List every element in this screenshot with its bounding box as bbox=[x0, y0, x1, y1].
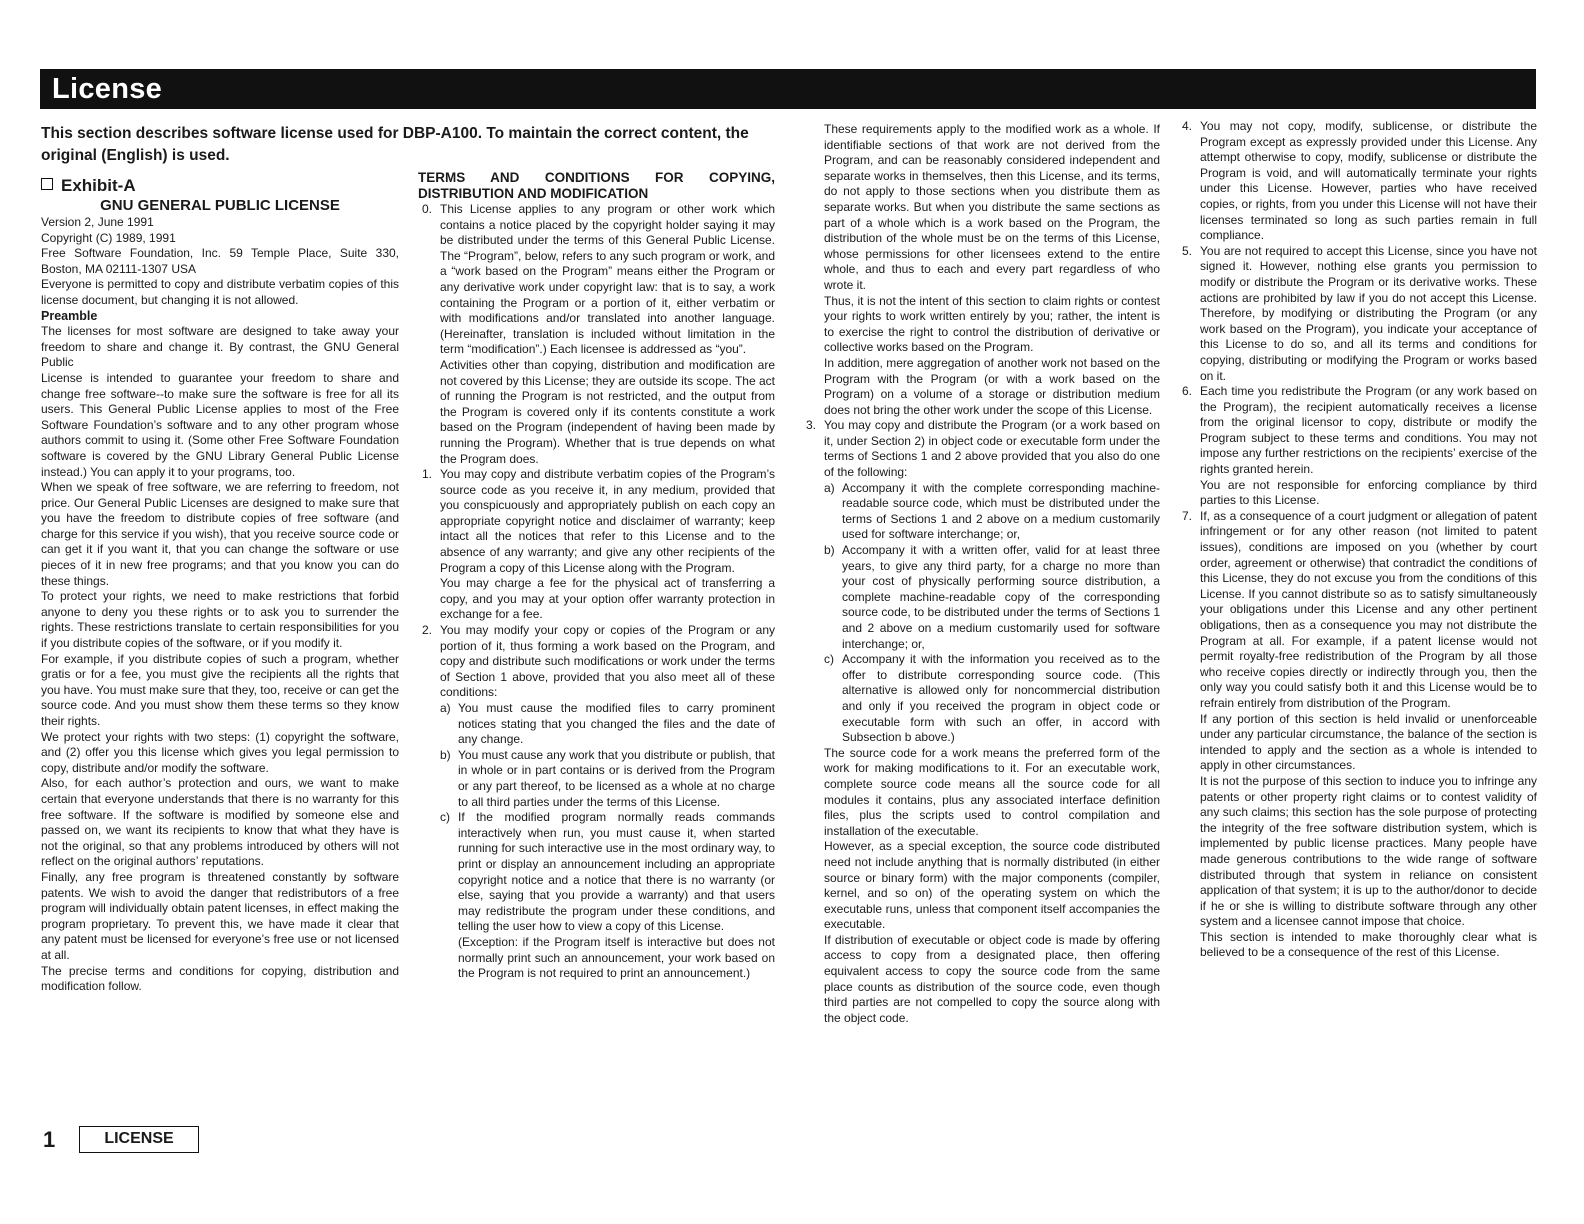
preamble-paragraph-2: License is intended to guarantee your freedom to share and change free software--to make sure the software is free for all its users. This General Public License applies to most of the Free Software Foundation’s software and to any other program whose authors commit to using it. (Some other Free Software Foundation software is covered by the GNU Library General Public License instead.) You can apply it to your programs, too. bbox=[41, 370, 399, 479]
subsection-text: Accompany it with the information you received as to the offer to distribute corresponding source code. (This alternative is allowed only for noncommercial distribution and only if you received the program in object code or executable form with such an offer, in accord with Subsection b above.) bbox=[842, 652, 1160, 745]
section-3c bbox=[802, 652, 1160, 746]
copyright-line: Copyright (C) 1989, 1991 bbox=[41, 230, 176, 245]
section-7-purpose: It is not the purpose of this section to induce you to infringe any patents or other property right claims or to contest validity of any such claims; this section has the sole purpose of protecting the integrity of the free software distribution system, which is implemented by public license practices. Many people have made generous contributions to the wide range of software distributed through that system in reliance on consistent application of that system; it is up to the author/donor to decide if he or she is willing to distribute software through any other system and a licensee cannot impose that choice. bbox=[1200, 773, 1537, 929]
section-3b bbox=[802, 543, 1160, 652]
section-0 bbox=[418, 202, 775, 358]
terms-heading: TERMS AND CONDITIONS FOR COPYING, DISTRIBUTION AND MODIFICATION bbox=[418, 170, 775, 201]
column-4 bbox=[1178, 119, 1537, 961]
column-3 bbox=[802, 122, 1160, 1026]
section-3a bbox=[802, 481, 1160, 543]
section-2b bbox=[418, 748, 775, 810]
section-number: 0. bbox=[421, 202, 432, 216]
section-number: 2. bbox=[421, 623, 432, 638]
section-2c-exception: (Exception: if the Program itself is interactive but does not normally print such an announcement, your work based on the Program is not required to print an announcement.) bbox=[458, 934, 775, 981]
section-2a bbox=[418, 701, 775, 748]
preamble-paragraph-7: Also, for each author’s protection and ours, we want to make certain that everyone understands that there is no warranty for this free software. If the software is modified by someone else and passed on, we want its recipients to know that what they have is not the original, so that any problems introduced by others will not reflect on the original authors’ reputations. bbox=[41, 776, 399, 869]
section-number: 5. bbox=[1181, 243, 1192, 258]
subsection-letter: c) bbox=[824, 652, 834, 667]
exhibit-label: Exhibit-A bbox=[61, 176, 136, 195]
preamble-paragraph-5: For example, if you distribute copies of such a program, whether gratis or for a fee, you must give the recipients all the rights that you have. You must make sure that they, too, receive or can get the source code. And you must show them these terms so they know their rights. bbox=[41, 651, 399, 728]
section-7-clear: This section is intended to make thoroughly clear what is believed to be a consequence of the rest of this License. bbox=[1200, 929, 1537, 960]
section-6 bbox=[1178, 384, 1537, 478]
preamble-heading: Preamble bbox=[41, 308, 98, 323]
section-6-continued: You are not responsible for enforcing compliance by third parties to this License. bbox=[1200, 477, 1537, 508]
section-number: 7. bbox=[1181, 508, 1192, 523]
subsection-text: If the modified program normally reads commands interactively when run, you must cause it, when started running for such interactive use in the most ordinary way, to print or display an announcement including an appropriate copyright notice and a notice that there is no warranty (or else, saying that you provide a warranty) and that users may redistribute the program under these conditions, and telling the user how to view a copy of this License. bbox=[458, 810, 775, 934]
section-7-invalid: If any portion of this section is held invalid or unenforceable under any particular circumstance, the balance of the section is intended to apply and the section as a whole is intended to apply in other circumstances. bbox=[1200, 711, 1537, 773]
subsection-text: You must cause any work that you distribute or publish, that in whole or in part contains or is derived from the Program or any part thereof, to be licensed as a whole at no charge to all third parties under the terms of this License. bbox=[458, 747, 775, 809]
distribution-paragraph: If distribution of executable or object code is made by offering access to copy from a designated place, then offering equivalent access to copy the source code from the same place counts as distribution of the source code, even though third parties are not compelled to copy the source along with the object code. bbox=[824, 932, 1160, 1025]
source-code-paragraph: The source code for a work means the preferred form of the work for making modifications to it. For an executable work, complete source code means all the source code for all modules it contains, plus any associated interface definition files, plus the scripts used to control compilation and installation of the executable. bbox=[824, 745, 1160, 838]
page-title: License bbox=[52, 73, 163, 105]
subsection-letter: b) bbox=[440, 747, 451, 762]
preamble-paragraph-3: When we speak of free software, we are referring to freedom, not price. Our General Public Licenses are designed to make sure that you have the freedom to distribute copies of free software (and charge for this service if you wish), that you receive source code or can get it if you want it, that you can change the software or use pieces of it in new free programs; and that you know you can do these things. bbox=[41, 480, 399, 588]
section-0-continued: Activities other than copying, distribution and modification are not covered by this License; they are outside its scope. The act of running the Program is not restricted, and the output from the Program is covered only if its contents constitute a work based on the Program (independent of having been made by running the Program). Whether that is true depends on what the Program does. bbox=[440, 357, 775, 466]
section-number: 3. bbox=[805, 418, 816, 433]
preamble-paragraph-4: To protect your rights, we need to make restrictions that forbid anyone to deny you these rights or to ask you to surrender the rights. These restrictions translate to certain responsibilities for you if you distribute copies of the software, or if you modify it. bbox=[41, 589, 399, 651]
everyone-paragraph: Everyone is permitted to copy and distribute verbatim copies of this license document, but changing it is not allowed. bbox=[41, 277, 399, 307]
section-text: If, as a consequence of a court judgment or allegation of patent infringement or for any other reason (not limited to patent issues), conditions are imposed on you (whether by court order, agreement or otherwise) that contradict the conditions of this License, they do not excuse you from the conditions of this License. If you cannot distribute so as to satisfy simultaneously your obligations under this License and any other pertinent obligations, then as a consequence you may not distribute the Program at all. For example, if a patent license would not permit royalty-free redistribution of the Program by all those who receive copies directly or indirectly through you, then the only way you could satisfy both it and this License would be to refrain entirely from distribution of the Program. bbox=[1200, 508, 1537, 710]
page-number: 1 bbox=[43, 1127, 56, 1152]
column-1 bbox=[41, 176, 399, 995]
section-text: You may copy and distribute verbatim copies of the Program’s source code as you receive it, in any medium, provided that you conspicuously and appropriately publish on each copy an appropriate copyright notice and disclaimer of warranty; keep intact all the notices that refer to this License and to the absence of any warranty; and give any other recipients of the Program a copy of this License along with the Program. bbox=[440, 467, 775, 575]
subsection-text: Accompany it with the complete corresponding machine-readable source code, which must be distributed under the terms of Sections 1 and 2 above on a medium customarily used for software interchange; or, bbox=[842, 480, 1160, 542]
section-number: 6. bbox=[1181, 384, 1192, 399]
section-1-continued: You may charge a fee for the physical act of transferring a copy, and you may at your option offer warranty protection in exchange for a fee. bbox=[440, 576, 775, 622]
section-number: 4. bbox=[1181, 119, 1192, 133]
section-text: You may modify your copy or copies of the Program or any portion of it, thus forming a work based on the Program, and copy and distribute such modifications or work under the terms of Section 1 above, provided that you also meet all of these conditions: bbox=[440, 623, 775, 700]
section-7 bbox=[1178, 509, 1537, 712]
preamble-paragraph-1: The licenses for most software are designed to take away your freedom to share and change it. By contrast, the GNU General Public bbox=[41, 324, 399, 370]
requirements-paragraph: These requirements apply to the modified work as a whole. If identifiable sections of that work are not derived from the Program, and can be reasonably considered independent and separate works in themselves, then this License, and its terms, do not apply to those sections when you distribute them as separate works. But when you distribute the same sections as part of a whole which is a work based on the Program, the distribution of the whole must be on the terms of this License, whose permissions for other licensees extend to the entire whole, and thus to each and every part regardless of who wrote it. bbox=[824, 122, 1160, 292]
section-1 bbox=[418, 467, 775, 576]
section-4 bbox=[1178, 119, 1537, 244]
section-3 bbox=[802, 418, 1160, 480]
subsection-text: You must cause the modified files to carry prominent notices stating that you changed the files and the date of any change. bbox=[458, 701, 775, 747]
subsection-letter: b) bbox=[824, 543, 835, 558]
subsection-letter: a) bbox=[440, 701, 451, 715]
section-2c bbox=[418, 810, 775, 935]
exhibit-heading bbox=[41, 176, 399, 196]
gpl-title: GNU GENERAL PUBLIC LICENSE bbox=[100, 197, 340, 214]
section-2 bbox=[418, 623, 775, 701]
subsection-text: Accompany it with a written offer, valid for at least three years, to give any third party, for a charge no more than your cost of physically performing source distribution, a complete machine-readable copy of the corresponding source code, to be distributed under the terms of Sections 1 and 2 above on a medium customarily used for software interchange; or, bbox=[842, 543, 1160, 651]
section-text: You may not copy, modify, sublicense, or distribute the Program except as expressly provided under this License. Any attempt otherwise to copy, modify, sublicense or distribute the Program is void, and will automatically terminate your rights under this License. However, parties who have received copies, or rights, from you under this License will not have their licenses terminated so long as such parties remain in full compliance. bbox=[1200, 119, 1537, 243]
section-number: 1. bbox=[421, 467, 432, 482]
checkbox-square-icon bbox=[41, 178, 53, 190]
preamble-paragraph-8: Finally, any free program is threatened constantly by software patents. We wish to avoid the danger that redistributors of a free program will individually obtain patent licenses, in effect making the program proprietary. To prevent this, we have made it clear that any patent must be licensed for everyone’s free use or not licensed at all. bbox=[41, 869, 399, 962]
footer-label: LICENSE bbox=[79, 1126, 199, 1153]
section-text: Each time you redistribute the Program (or any work based on the Program), the recipient automatically receives a license from the original licensor to copy, distribute or modify the Program subject to these terms and conditions. You may not impose any further restrictions on the recipients’ exercise of the rights granted herein. bbox=[1200, 384, 1537, 477]
subsection-letter: a) bbox=[824, 480, 835, 495]
section-text: You are not required to accept this License, since you have not signed it. However, nothing else grants you permission to modify or distribute the Program or its derivative works. These actions are prohibited by law if you do not accept this License. Therefore, by modifying or distributing the Program (or any work based on the Program), you indicate your acceptance of this License to do so, and all its terms and conditions for copying, distributing or modifying the Program or works based on it. bbox=[1200, 243, 1537, 383]
intro-text: This section describes software license used for DBP-A100. To maintain the correct content, the original (English) is used. bbox=[41, 125, 749, 164]
exception-paragraph: However, as a special exception, the source code distributed need not include anything that is normally distributed (in either source or binary form) with the major components (compiler, kernel, and so on) of the operating system on which the executable runs, unless that component itself accompanies the executable. bbox=[824, 839, 1160, 932]
address-line: Free Software Foundation, Inc. 59 Temple Place, Suite 330, Boston, MA 02111-1307 USA bbox=[41, 246, 399, 276]
intent-paragraph: Thus, it is not the intent of this section to claim rights or contest your rights to work written entirely by you; rather, the intent is to exercise the right to control the distribution of derivative or collective works based on the Program. bbox=[824, 293, 1160, 355]
section-5 bbox=[1178, 244, 1537, 384]
section-text: You may copy and distribute the Program (or a work based on it, under Section 2) in object code or executable form under the terms of Sections 1 and 2 above provided that you also do one of the following: bbox=[824, 418, 1160, 480]
version-line: Version 2, June 1991 bbox=[41, 215, 154, 229]
subsection-letter: c) bbox=[440, 810, 450, 825]
preamble-paragraph-9: The precise terms and conditions for copying, distribution and modification follow. bbox=[41, 963, 399, 994]
header-banner bbox=[40, 69, 1536, 109]
aggregation-paragraph: In addition, mere aggregation of another work not based on the Program with the Program (or with a work based on the Program) on a volume of a storage or distribution medium does not bring the other work under the scope of this License. bbox=[824, 355, 1160, 417]
preamble-paragraph-6: We protect your rights with two steps: (1) copyright the software, and (2) offer you this license which gives you legal permission to copy, distribute and/or modify the software. bbox=[41, 729, 399, 775]
column-2 bbox=[418, 170, 775, 982]
section-text: This License applies to any program or other work which contains a notice placed by the copyright holder saying it may be distributed under the terms of this General Public License. The “Program”, below, refers to any such program or work, and a “work based on the Program” means either the Program or any derivative work under copyright law: that is to say, a work containing the Program or a portion of it, either verbatim or with modifications and/or translated into another language. (Hereinafter, translation is included without limitation in the term “modification”.) Each licensee is addressed as “you”. bbox=[440, 202, 775, 357]
